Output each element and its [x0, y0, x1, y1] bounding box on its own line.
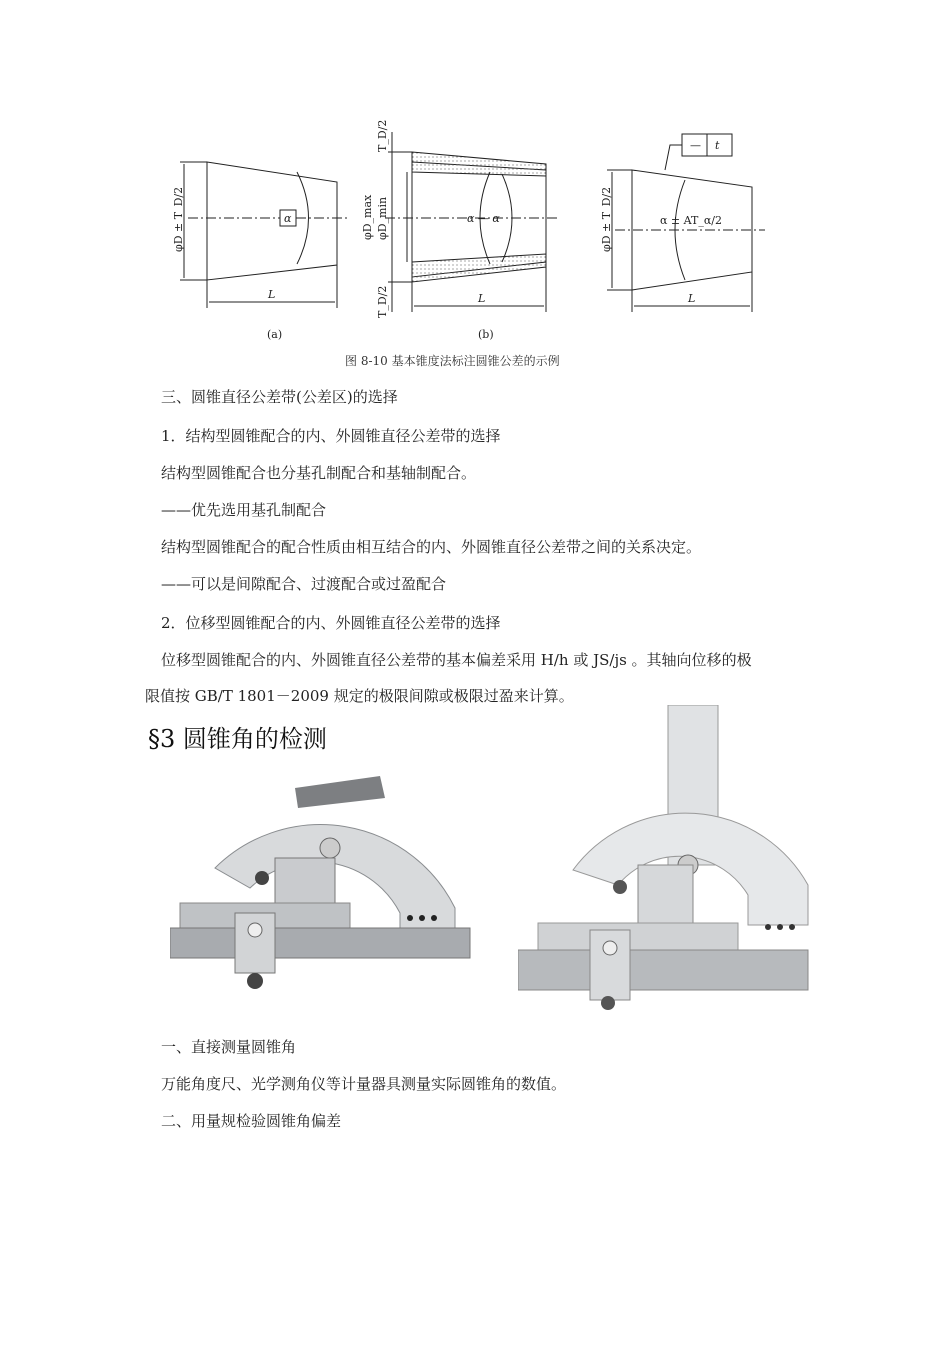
paragraph: 二、用量规检验圆锥角偏差 — [161, 1112, 342, 1130]
protractor-photo-left — [170, 768, 475, 998]
label-b-dmax: φD_max — [361, 194, 374, 240]
label-b-length: L — [478, 292, 486, 305]
paragraph: 万能角度尺、光学测角仪等计量器具测量实际圆锥角的数值。 — [161, 1075, 567, 1093]
label-c-left-dim: φD ± T_D/2 — [600, 186, 613, 252]
label-sub-b: (b) — [478, 328, 494, 341]
label-c-angle: α ± AT_α/2 — [660, 214, 722, 227]
section-heading: §3 圆锥角的检测 — [148, 725, 327, 753]
label-b-angle: α — α — [467, 212, 500, 225]
figure-caption: 图 8-10 基本锥度法标注圆锥公差的示例 — [345, 354, 560, 368]
label-sub-a: (a) — [267, 328, 283, 341]
label-a-left-dim: φD ± T_D/2 — [172, 186, 185, 252]
paragraph: 结构型圆锥配合也分基孔制配合和基轴制配合。 — [161, 464, 477, 482]
paragraph: 限值按 GB/T 1801－2009 规定的极限间隙或极限过盈来计算。 — [145, 687, 574, 705]
cone-tolerance-figure — [160, 112, 780, 348]
paragraph: 一、直接测量圆锥角 — [161, 1038, 297, 1056]
tolerance-zone-top — [412, 152, 546, 176]
label-a-length: L — [268, 288, 276, 301]
paragraph: 三、圆锥直径公差带(公差区)的选择 — [161, 388, 398, 406]
label-b-top-tol: T_D/2 — [376, 119, 389, 152]
paragraph: ——优先选用基孔制配合 — [161, 501, 327, 519]
paragraph: 1．结构型圆锥配合的内、外圆锥直径公差带的选择 — [161, 427, 501, 445]
label-b-bottom-tol: T_D/2 — [376, 285, 389, 318]
label-c-length: L — [688, 292, 696, 305]
paragraph: 位移型圆锥配合的内、外圆锥直径公差带的基本偏差采用 H/h 或 JS/js 。其轴向位移的极 — [161, 651, 752, 669]
paragraph: 结构型圆锥配合的配合性质由相互结合的内、外圆锥直径公差带之间的关系决定。 — [161, 538, 702, 556]
label-c-frame-value: t — [715, 139, 720, 152]
label-c-frame-symbol: — — [690, 139, 701, 152]
paragraph: ——可以是间隙配合、过渡配合或过盈配合 — [161, 575, 447, 593]
tolerance-zone-bottom — [412, 254, 546, 282]
label-a-angle: α — [284, 212, 292, 225]
paragraph: 2．位移型圆锥配合的内、外圆锥直径公差带的选择 — [161, 614, 501, 632]
protractor-photo-right — [518, 705, 823, 1010]
cone-outline-a — [207, 162, 337, 280]
label-b-dmin: φD_min — [376, 196, 389, 240]
